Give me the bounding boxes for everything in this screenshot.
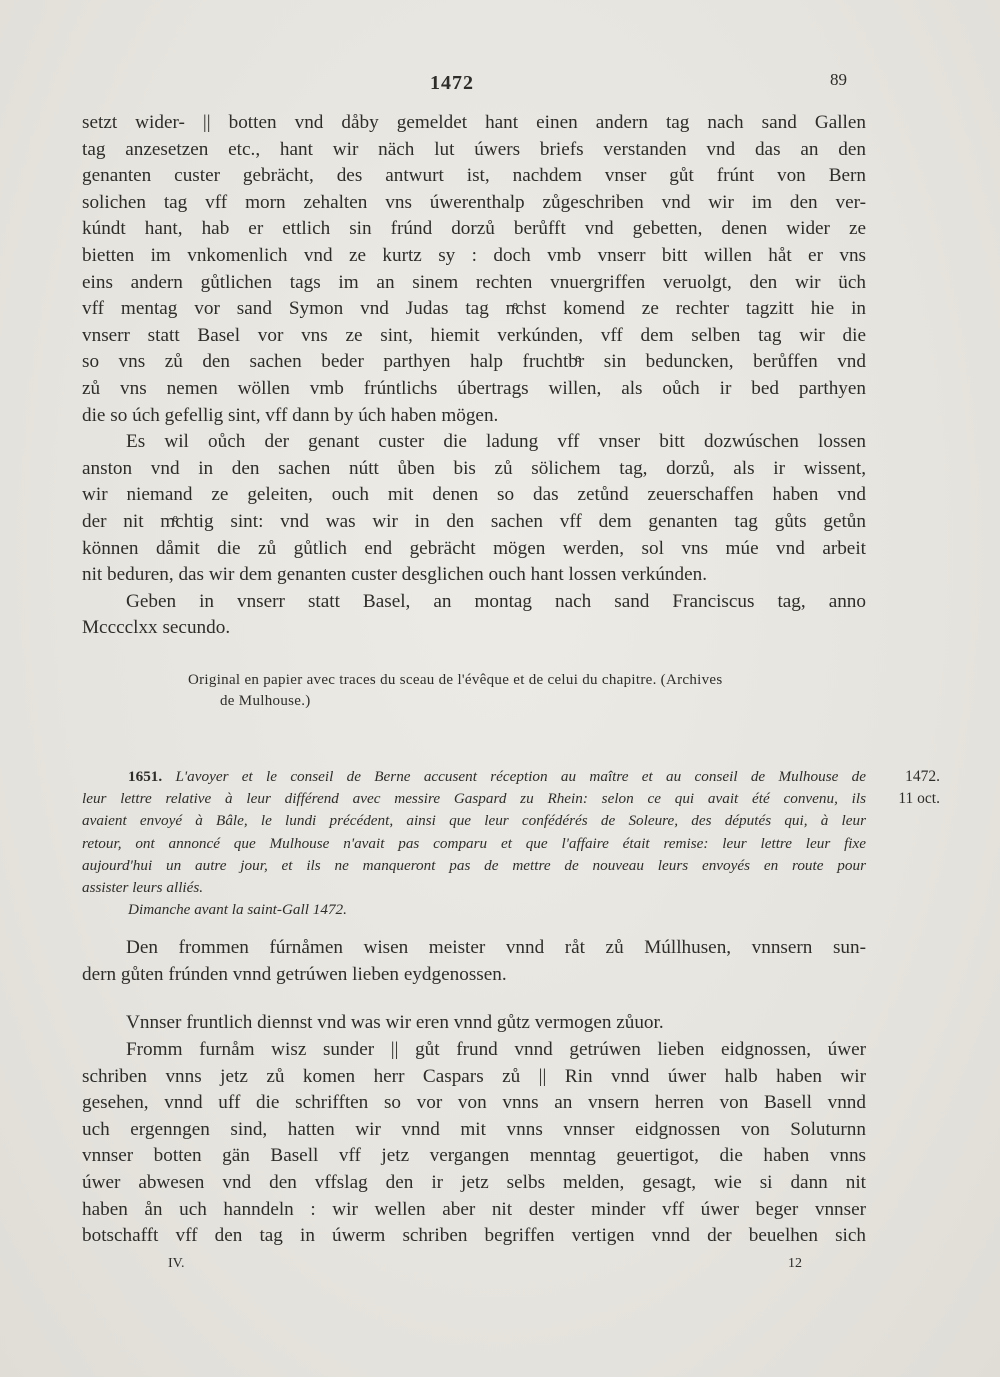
text-line: bietten im vnkomenlich vnd ze kurtz sy : doch vmb vnserr bitt willen håt er vns	[82, 244, 866, 266]
text-line: so vns zů den sachen beder parthyen halp fruchtbͤr sin beduncken, berůffen vnd	[82, 351, 866, 373]
text-line: eins andern gůtlichen tags im an sinem rechten vnuergriffen veruolgt, den wir üch	[82, 271, 866, 293]
text-line: der nit mͤchtig sint: vnd was wir in den sachen vff dem genanten tag gůts getůn	[82, 510, 866, 532]
text-line: genanten custer gebrächt, des antwurt ist, nachdem vnser gůt frúnt von Bern	[82, 165, 866, 187]
text-line: vnserr statt Basel vor vns ze sint, hiemit verkúnden, vff dem selben tag wir die	[82, 324, 866, 346]
text-line: Mcccclxx secundo.	[82, 617, 231, 639]
entry-summary	[82, 766, 866, 921]
letter-address	[82, 935, 866, 988]
source-note	[188, 670, 864, 712]
margin-day: 11 oct.	[898, 790, 940, 807]
text-line: gesehen, vnnd uff die schrifften so vor von vnns an vnsern herren von Basell vnnd	[82, 1092, 866, 1114]
text-line: die so úch gefellig sint, vff dann by úch haben mögen.	[82, 404, 499, 426]
text-line: setzt wider- || botten vnd dåby gemeldet hant einen andern tag nach sand Gallen	[82, 112, 866, 133]
text-line: Fromm furnåm wisz sunder || gůt frund vnnd getrúwen lieben eidgnossen, úwer	[126, 1039, 866, 1060]
summary-text: assister leurs alliés.	[82, 879, 204, 897]
source-note-line: Original en papier avec traces du sceau de l'évêque et de celui du chapitre. (Archives	[188, 672, 723, 688]
entry-date-line: Dimanche avant la saint-Gall 1472.	[128, 901, 347, 919]
summary-line	[82, 877, 866, 899]
text-line: Geben in vnserr statt Basel, an montag nach sand Franciscus tag, anno	[126, 590, 866, 612]
running-head	[0, 68, 1000, 96]
summary-line	[82, 855, 866, 877]
text-line: Es wil oůch der genant custer die ladung vff vnser bitt dozwúschen lossen	[126, 431, 866, 453]
source-note-line: de Mulhouse.)	[220, 693, 311, 709]
address-line: dern gůten frúnden vnnd getrúwen lieben eydgenossen.	[82, 963, 507, 985]
summary-line	[82, 766, 866, 788]
page-number: 89	[830, 70, 847, 89]
letter-salutation-block	[82, 1010, 866, 1037]
text-line: können dåmit die zů gůtlich end gebrächt mögen werden, sol vns múe vnd arbeit	[82, 537, 866, 559]
summary-text: leur lettre relative à leur différend avec messire Gaspard zu Rhein: selon ce qui avait été convenu, ils	[82, 790, 866, 808]
address-line: Den frommen fúrnåmen wisen meister vnnd råt zů Múllhusen, vnnsern sun-	[126, 937, 866, 958]
summary-line	[82, 788, 866, 810]
text-line: tag anzesetzen etc., hant wir näch lut úwers briefs verstanden vnd das an den	[82, 138, 866, 160]
text-line: haben ån uch hanndeln : wir wellen aber nit dester minder vff úwer beger vnnser	[82, 1198, 866, 1220]
signature-mark: 12	[788, 1256, 802, 1271]
text-line: anston vnd in den sachen nútt ůben bis zů sölichem tag, dorzů, als ir wissent,	[82, 457, 866, 479]
text-line: uch ergenngen sind, hatten wir vnnd mit vnns vnnser eidgnossen von Soluturnn	[82, 1118, 866, 1140]
text-line: wir niemand ze geleiten, ouch mit denen so das zetůnd zeuerschaffen haben vnd	[82, 484, 866, 506]
text-line: solichen tag vff morn zehalten vns úwerenthalp zůgeschriben vnd wir im den ver-	[82, 191, 866, 213]
letter-bern-text	[82, 1037, 866, 1250]
header-year: 1472	[430, 72, 474, 94]
text-line: nit beduren, das wir dem genanten custer desglichen ouch hant lossen verkúnden.	[82, 564, 708, 586]
volume-number: IV.	[168, 1256, 185, 1271]
margin-year: 1472.	[905, 768, 940, 785]
margin-date	[888, 766, 940, 810]
summary-line	[82, 810, 866, 832]
text-line: botschafft vff den tag in úwerm schriben begriffen vertigen vnnd der beuelhen sich	[82, 1225, 866, 1247]
text-line: úwer abwesen vnd den vffslag den ir jetz selbs melden, gesagt, wie si dann nit	[82, 1171, 866, 1193]
text-line: schriben vnns jetz zů komen herr Caspars zů || Rin vnnd úwer halb haben wir	[82, 1065, 866, 1087]
letter-basel-text	[82, 110, 866, 642]
text-line: vff mentag vor sand Symon vnd Judas tag nͤchst komend ze rechter tagzitt hie in	[82, 298, 866, 320]
text-line: zů vns nemen wöllen vmb frúntlichs úbertrags willen, als oůch ir bed parthyen	[82, 377, 866, 399]
summary-text: avaient envoyé à Bâle, le lundi précédent, ainsi que leur confédérés de Soleure, des députés qui, à leur	[82, 812, 866, 830]
entry-number: 1651.	[128, 768, 163, 785]
page-footer	[0, 1256, 1000, 1278]
summary-line	[82, 833, 866, 855]
text-line: vnnser botten gän Basell vff jetz vergangen menntag geuertigot, die haben vnns	[82, 1145, 866, 1167]
summary-text: retour, ont annoncé que Mulhouse n'avait pas comparu et que l'affaire était remise: leur lettre leur fixe	[82, 834, 866, 852]
summary-text: aujourd'hui un autre jour, et ils ne manqueront pas de mettre de nouveau leurs envoyés en route pour	[82, 856, 866, 874]
text-line: kúndt hant, hab er ettlich sin frúnd dorzů berůfft vnd gebetten, denen wider ze	[82, 218, 866, 240]
salutation-line: Vnnser fruntlich diennst vnd was wir eren vnnd gůtz vermogen zůuor.	[126, 1012, 664, 1033]
summary-text: L'avoyer et le conseil de Berne accusent réception au maître et au conseil de Mulhouse de	[175, 768, 867, 785]
